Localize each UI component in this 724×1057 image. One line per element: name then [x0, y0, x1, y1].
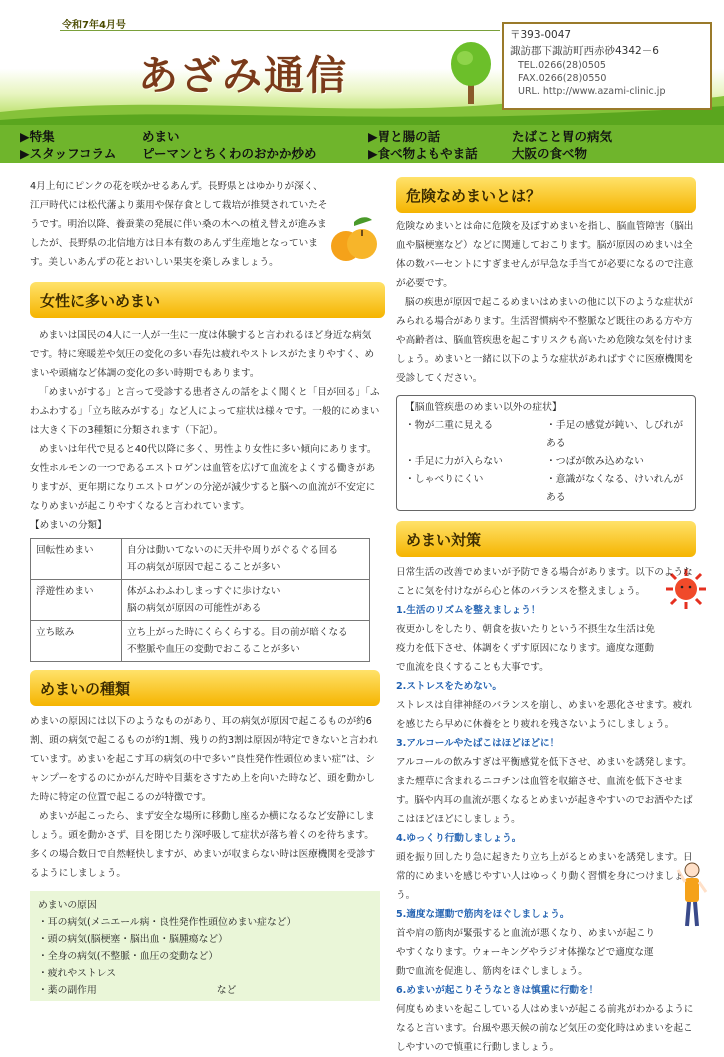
danger-heading-text: 危険なめまいとは？ [406, 187, 542, 205]
measure-title: 4.ゆっくり行動しましょう。 [396, 833, 522, 844]
fax-number: FAX.0266(28)0550 [518, 73, 607, 84]
nav-feature-title: めまい [142, 129, 180, 144]
table-cell: 回転性めまい [31, 539, 122, 580]
website-url[interactable]: URL. http://www.azami-clinic.jp [518, 86, 666, 97]
table-cell: 浮遊性めまい [31, 580, 122, 621]
list-item: ・全身の病気(不整脈・血圧の変動など） [38, 951, 219, 962]
women-vertigo-heading [30, 282, 385, 318]
contents-bar [0, 125, 724, 163]
classification-title: 【めまいの分類】 [30, 520, 107, 531]
measure-title: 1.生活のリズムを整えましょう！ [396, 605, 541, 616]
women-vertigo-heading-text: 女性に多いめまい [40, 292, 161, 310]
intro-paragraph: 4月上旬にピンクの花を咲かせるあんず。長野県とはゆかりが深く、江戸時代には松代藩より薬用や保存食として栽培が推奨されていたそうです。明治以降、養蚕業の発展に伴い桑の木への植え替えが進みましたが、長野県の北信地方は日本有数のあんず生産地となっています。美しいあんずの花とおいしい果実を楽しみましょう。 [30, 181, 328, 268]
list-item: ・耳の病気(メニエール病・良性発作性頭位めまい症など） [38, 917, 297, 928]
symptom-row [405, 471, 687, 507]
table-row [31, 580, 370, 621]
symptom-item: ・しゃべりにくい [405, 474, 484, 485]
symptom-row [405, 417, 687, 453]
nav-feature-label: ▶特集 [20, 129, 55, 144]
causes-box [30, 891, 380, 1001]
measure-title: 5.適度な運動で筋肉をほぐしましょう。 [396, 909, 570, 920]
symptom-item: ・手足に力が入らない [405, 456, 503, 467]
measure-body: 何度もめまいを起こしている人はめまいが起こる前兆がわかるようになると言います。台風や悪天候の前など気圧の変化時はめまいを起こしやすいので慎重に行動しましょう。 [396, 1004, 694, 1053]
postal-code: 〒393-0047 [510, 29, 572, 41]
table-cell-line: 体がふわふわしまっすぐに歩けない [127, 586, 281, 597]
list-item [38, 982, 372, 999]
women-paragraph-3: めまいは年代で見ると40代以降に多く、男性より女性に多い傾向にあります。女性ホルモンの一つであるエストロゲンは血管を広げて血流をよくする働きがありますが、更年期になりエストロゲンの分泌が減少すると脳への血流が不安定になりめまいが起こりやすくなると言われています。 [30, 444, 377, 512]
issue-divider [60, 30, 500, 31]
table-row [31, 539, 370, 580]
street-address: 諏訪郡下諏訪町西赤砂4342－6 [510, 45, 659, 57]
vertigo-types-heading [30, 670, 380, 706]
nav-staff-column-label: ▶スタッフコラム [20, 146, 117, 161]
list-item-text: ・薬の副作用 [38, 985, 97, 996]
nav-food-label: ▶食べ物よもやま話 [368, 146, 478, 161]
phone-number: TEL.0266(28)0505 [518, 60, 606, 71]
right-column [396, 177, 696, 1057]
measures-intro: 日常生活の改善でめまいが予防できる場合があります。以下のようなことに気を付けながら心と体のバランスを整えましょう。 [396, 567, 693, 597]
measure-body: 首や肩の筋肉が緊張すると血流が悪くなり、めまいが起こりやすくなります。ウォーキングやラジオ体操などで適度な運動で血流を促進し、筋肉をほぐしましょう。 [396, 928, 656, 977]
table-cell-line: 耳の病気が原因で起こることが多い [127, 562, 281, 573]
measure-title: 6.めまいが起こりそうなときは慎重に行動を！ [396, 985, 599, 996]
causes-title: めまいの原因 [38, 900, 97, 911]
table-cell [122, 580, 370, 621]
symptoms-title: 【脳血管疾患のめまい以外の症状】 [405, 402, 562, 413]
table-cell: 立ち眩み [31, 621, 122, 662]
table-row [31, 621, 370, 662]
table-cell [122, 539, 370, 580]
types-paragraph-2: めまいが起こったら、まず安全な場所に移動し座るか横になるなど安静にしましょう。頭を動かさず、目を閉じたり深呼吸して症状が落ち着くのを待ちます。多くの場合数日で自然軽快しますが、めまいが収まらない時は医療機関を受診するようにしましょう。 [30, 811, 376, 879]
list-item: ・疲れやストレス [38, 968, 117, 979]
list-item: ・頭の病気(脳梗塞・脳出血・脳腫瘍など） [38, 934, 228, 945]
danger-paragraph-1: 危険なめまいとは命に危険を及ぼすめまいを指し、脳血管障害（脳出血や脳梗塞など）などに関連しておこります。脳が原因のめまいは全体の数パーセントにすぎませんが早急な手当てが必要になるので注意が必要です。 [396, 221, 694, 289]
symptom-row [405, 453, 687, 471]
vertigo-types-heading-text: めまいの種類 [40, 680, 131, 698]
nav-food-title: 大阪の食べ物 [512, 146, 588, 161]
nav-staff-column-title: ピーマンとちくわのおかか炒め [142, 146, 317, 161]
table-cell [122, 621, 370, 662]
newsletter-title: あざみ通信 [138, 52, 348, 99]
table-cell-line: 立ち上がった時にくらくらする。目の前が暗くなる [127, 627, 348, 638]
issue-date: 令和7年4月号 [62, 20, 126, 31]
measure-title: 3.アルコールやたばこはほどほどに！ [396, 738, 560, 749]
table-cell-line: 脳の病気が原因の可能性がある [127, 603, 262, 614]
measure-body: アルコールの飲みすぎは平衡感覚を低下させ、めまいを誘発します。また煙草に含まれるニコチンは血管を収縮させ、血流を低下させます。脳や内耳の血流が悪くなるとめまいが起きやすいのでお酒やたばこはほどほどにしましょう。 [396, 757, 693, 825]
nav-stomach-label: ▶胃と腸の話 [368, 129, 441, 144]
danger-heading [396, 177, 696, 213]
measures-heading-text: めまい対策 [406, 531, 482, 549]
measure-body: 頭を振り回したり急に起きたり立ち上がるとめまいを誘発します。日常的にめまいを感じやすい人はゆっくり動く習慣を身につけましょう。 [396, 852, 693, 901]
danger-paragraph-2: 脳の疾患が原因で起こるめまいはめまいの他に以下のような症状がみられる場合があります。生活習慣病や不整脈など既往のある方や方や高齢者は、脳血管疾患を起こすリスクも高いため危険な気を付けましょう。めまいと一緒に以下のような症状があればすぐに医療機関を受診してください。 [396, 297, 694, 384]
measure-title: 2.ストレスをためない。 [396, 681, 502, 692]
symptom-item: ・つばが飲み込めない [546, 456, 644, 467]
measure-body: 夜更かしをしたり、朝食を抜いたりという不摂生な生活は免疫力を低下させ、体調をくずす原因になります。適度な運動で血流を良くすることも大事です。 [396, 624, 656, 673]
measure-body: ストレスは自律神経のバランスを崩し、めまいを悪化させます。疲れを感じたら早めに休養をとり疲れを残さないようにしましょう。 [396, 700, 693, 730]
types-paragraph-1: めまいの原因には以下のようなものがあり、耳の病気が原因で起こるものが約6割、頭の病気で起こるものが約1割、残りの約3割は原因が特定できないと言われています。めまいを起こす耳の病気の中で多い“良性発作性頭位めまい症”は、シャンプーをするのにかがんだ時や目薬をさすため上を向いた時など、頭を動かした時に特定の位置で起こるのが特徴です。 [30, 716, 378, 803]
symptom-item: ・物が二重に見える [405, 420, 494, 431]
nav-stomach-title: たばこと胃の病気 [512, 129, 613, 144]
clinic-address-box [502, 22, 712, 110]
symptom-item: ・意識がなくなる、けいれんがある [546, 474, 684, 503]
tree-icon [448, 40, 494, 106]
list-item-etc: など [216, 985, 237, 996]
table-cell-line: 不整脈や血圧の変動でおこることが多い [127, 644, 300, 655]
measures-heading [396, 521, 696, 557]
vertigo-classification-table [30, 538, 370, 662]
table-cell-line: 自分は動いてないのに天井や周りがぐるぐる回る [127, 545, 339, 556]
symptoms-box [396, 395, 696, 511]
symptom-item: ・手足の感覚が鈍い、しびれがある [546, 420, 684, 449]
women-paragraph-1: めまいは国民の4人に一人が一生に一度は体験すると言われるほど身近な病気です。特に寒暖差や気圧の変化の多い春先は疲れやストレスがたまりやすく、めまいや頭痛など体調の変化の多い時期でもあります。 [30, 330, 375, 379]
women-paragraph-2: 「めまいがする」と言って受診する患者さんの話をよく聞くと「目が回る」「ふわふわする」「立ち眩みがする」など人によって症状は様々です。一般的にめまいは大きく下の3種類に分類されます（下記）。 [30, 387, 380, 436]
left-column [30, 177, 380, 1001]
